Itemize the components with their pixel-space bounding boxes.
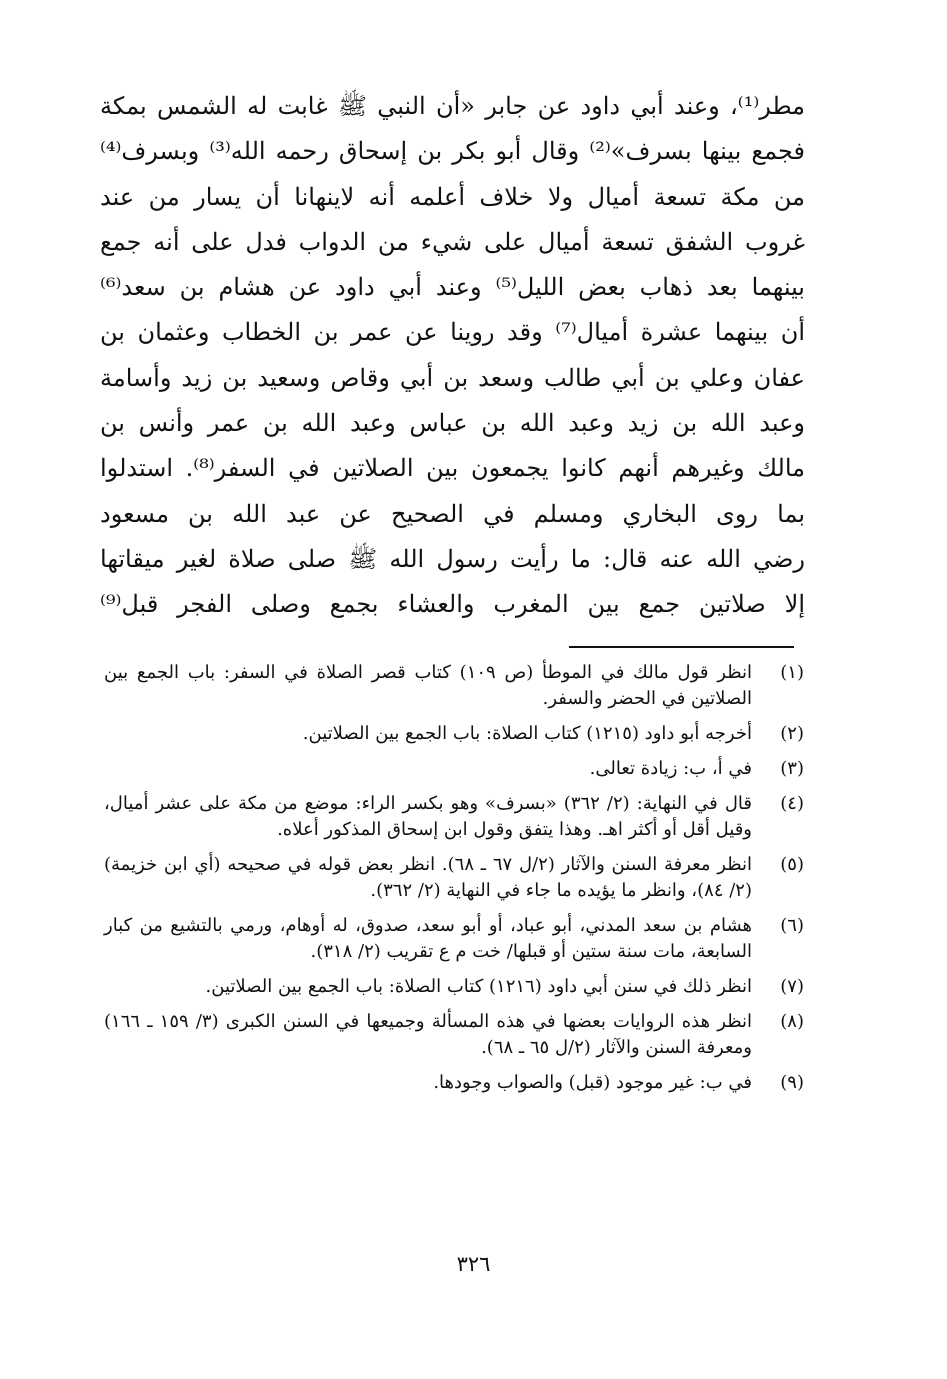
main-text-line: بينهما بعد ذهاب بعض الليل⁽⁵⁾ وعند أبي داود عن هشام بن سعد⁽⁶⁾ (100, 273, 805, 302)
footnote (104, 721, 804, 747)
footnote-text: في أ، ب: زيادة تعالى. (589, 758, 752, 779)
footnote (104, 852, 804, 904)
main-text-line: وعبد الله بن زيد وعبد الله بن عباس وعبد الله بن عمر وأنس بن (100, 409, 805, 438)
footnote (104, 913, 804, 965)
footnote-text: انظر ذلك في سنن أبي داود (١٢١٦) كتاب الصلاة: باب الجمع بين الصلاتين. (205, 976, 752, 997)
footnote-divider (569, 646, 794, 648)
footnote-text: في ب: غير موجود (قبل) والصواب وجودها. (433, 1072, 752, 1093)
footnote-text: قال في النهاية: (٢/ ٣٦٢) «بسرف» وهو بكسر الراء: موضع من مكة على عشر أميال، وقيل أقل أو أكثر اهـ. وهذا يتفق وقول ابن إسحاق المذكور أعلاه. (104, 793, 752, 840)
footnote (104, 756, 804, 782)
footnote-number: (٤) (780, 793, 804, 814)
footnote (104, 791, 804, 843)
footnote (104, 660, 804, 712)
main-text-line: مطر⁽¹⁾، وعند أبي داود عن جابر «أن النبي ﷺ غابت له الشمس بمكة (100, 92, 805, 120)
main-text (100, 84, 805, 628)
footnotes (104, 660, 804, 1105)
footnote-number: (٨) (780, 1011, 804, 1032)
main-text-line: رضي الله عنه قال: ما رأيت رسول الله ﷺ صلى صلاة لغير ميقاتها (100, 544, 805, 573)
footnote-number: (٣) (780, 758, 804, 779)
footnote-text: انظر قول مالك في الموطأ (ص ١٠٩) كتاب قصر الصلاة في السفر: باب الجمع بين الصلاتين في الحضر والسفر. (104, 662, 752, 709)
main-text-line: فجمع بينها بسرف»⁽²⁾ وقال أبو بكر بن إسحاق رحمه الله⁽³⁾ وبسرف⁽⁴⁾ (100, 137, 805, 166)
footnote-text: انظر هذه الروايات بعضها في هذه المسألة وجميعها في السنن الكبرى (٣/ ١٥٩ ـ ١٦٦) ومعرفة السنن والآثار (٢/ل ٦٥ ـ ٦٨). (104, 1011, 752, 1058)
footnote-number: (٩) (780, 1072, 804, 1093)
main-text-line: من مكة تسعة أميال ولا خلاف أعلمه أنه لاينهانا أن يسار من عند (100, 182, 805, 211)
footnote-number: (٦) (780, 915, 804, 936)
footnote-text: انظر معرفة السنن والآثار (٢/ل ٦٧ ـ ٦٨). انظر بعض قوله في صحيحه (أي ابن خزيمة) (٢/ ٨٤)، وانظر ما يؤيده ما جاء في النهاية (٢/ ٣٦٢). (104, 854, 753, 901)
main-text-line: مالك وغيرهم أنهم كانوا يجمعون بين الصلاتين في السفر⁽⁸⁾. استدلوا (100, 454, 805, 483)
main-text-line: إلا صلاتين جمع بين المغرب والعشاء بجمع وصلى الفجر قبل⁽⁹⁾ (100, 590, 805, 619)
footnote (104, 974, 804, 1000)
footnote-text: أخرجه أبو داود (١٢١٥) كتاب الصلاة: باب الجمع بين الصلاتين. (302, 723, 752, 744)
main-text-line: بما روى البخاري ومسلم في الصحيح عن عبد الله بن مسعود (100, 499, 805, 528)
footnote (104, 1070, 804, 1096)
footnote (104, 1009, 804, 1061)
footnote-number: (٥) (780, 854, 804, 875)
main-text-line: أن بينهما عشرة أميال⁽⁷⁾ وقد روينا عن عمر بن الخطاب وعثمان بن (100, 318, 805, 347)
main-text-line: غروب الشفق تسعة أميال على شيء من الدواب فدل على أنه جمع (100, 227, 805, 256)
page-number: ٣٢٦ (456, 1252, 491, 1276)
footnote-number: (٧) (780, 976, 804, 997)
main-text-line: عفان وعلي بن أبي طالب وسعد بن أبي وقاص وسعيد بن زيد وأسامة (100, 363, 805, 392)
footnote-number: (١) (780, 662, 804, 683)
footnote-number: (٢) (780, 723, 804, 744)
footnote-text: هشام بن سعد المدني، أبو عباد، أو أبو سعد، صدوق، له أوهام، ورمي بالتشيع من كبار السابعة، مات سنة ستين أو قبلها/ خت م ع تقريب (٢/ ٣١٨). (104, 915, 752, 962)
